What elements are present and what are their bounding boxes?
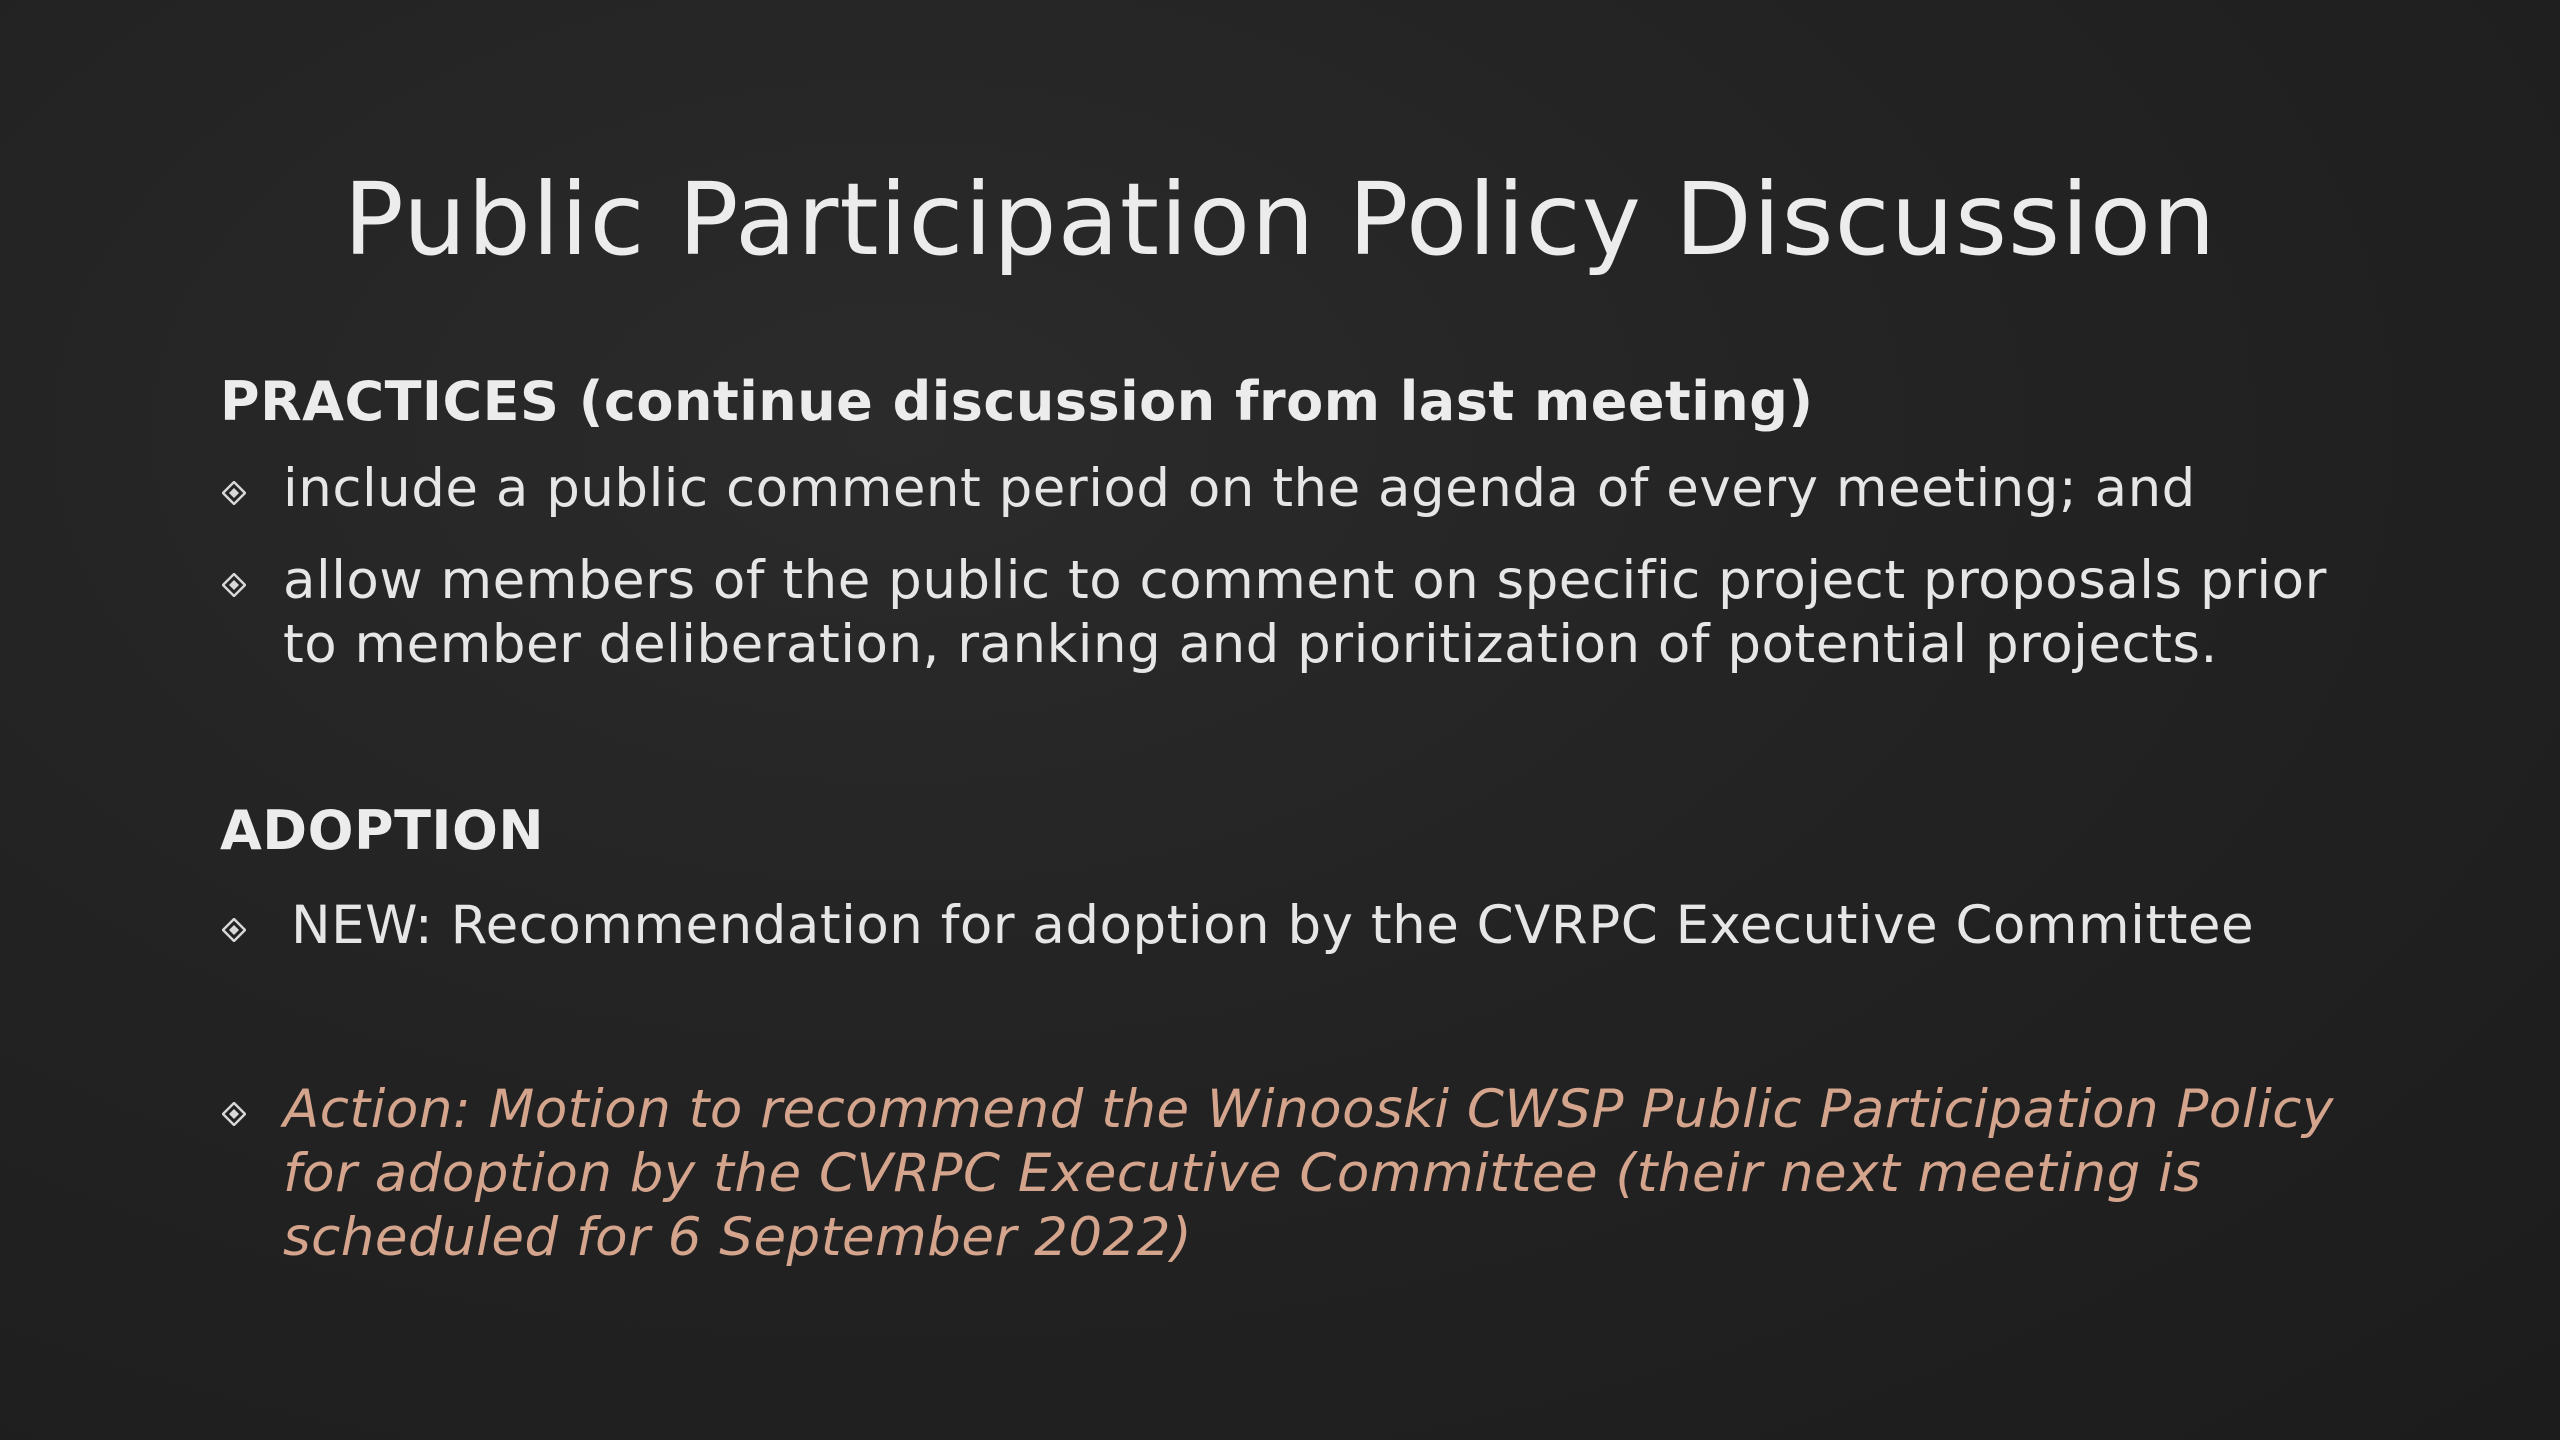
list-item [220, 894, 2370, 958]
slide-title: Public Participation Policy Discussion [343, 161, 2217, 278]
adoption-item-text: NEW: Recommendation for adoption by the CVRPC Executive Committee [291, 894, 2255, 956]
diamond-bullet-icon [222, 918, 246, 942]
list-item [220, 549, 2370, 677]
slide-content [220, 370, 2370, 1270]
list-item [220, 457, 2370, 521]
action-list [220, 1078, 2370, 1270]
diamond-bullet-icon [222, 1102, 246, 1126]
practices-heading: PRACTICES (continue discussion from last meeting) [220, 370, 1814, 433]
list-item [220, 1078, 2370, 1270]
diamond-bullet-icon [222, 481, 246, 505]
diamond-bullet-icon [222, 573, 246, 597]
action-item-text: Action: Motion to recommend the Winooski CWSP Public Participation Policy for adoption by the CVRPC Executive Committee (their next meeting is scheduled for 6 September 2022) [283, 1078, 2334, 1268]
practices-list [220, 457, 2370, 677]
adoption-heading: ADOPTION [220, 798, 545, 862]
practice-item-text: allow members of the public to comment on specific project proposals prior to member deliberation, ranking and prioritization of potential projects. [283, 549, 2327, 675]
practice-item-text: include a public comment period on the agenda of every meeting; and [283, 457, 2196, 519]
adoption-list [220, 894, 2370, 958]
